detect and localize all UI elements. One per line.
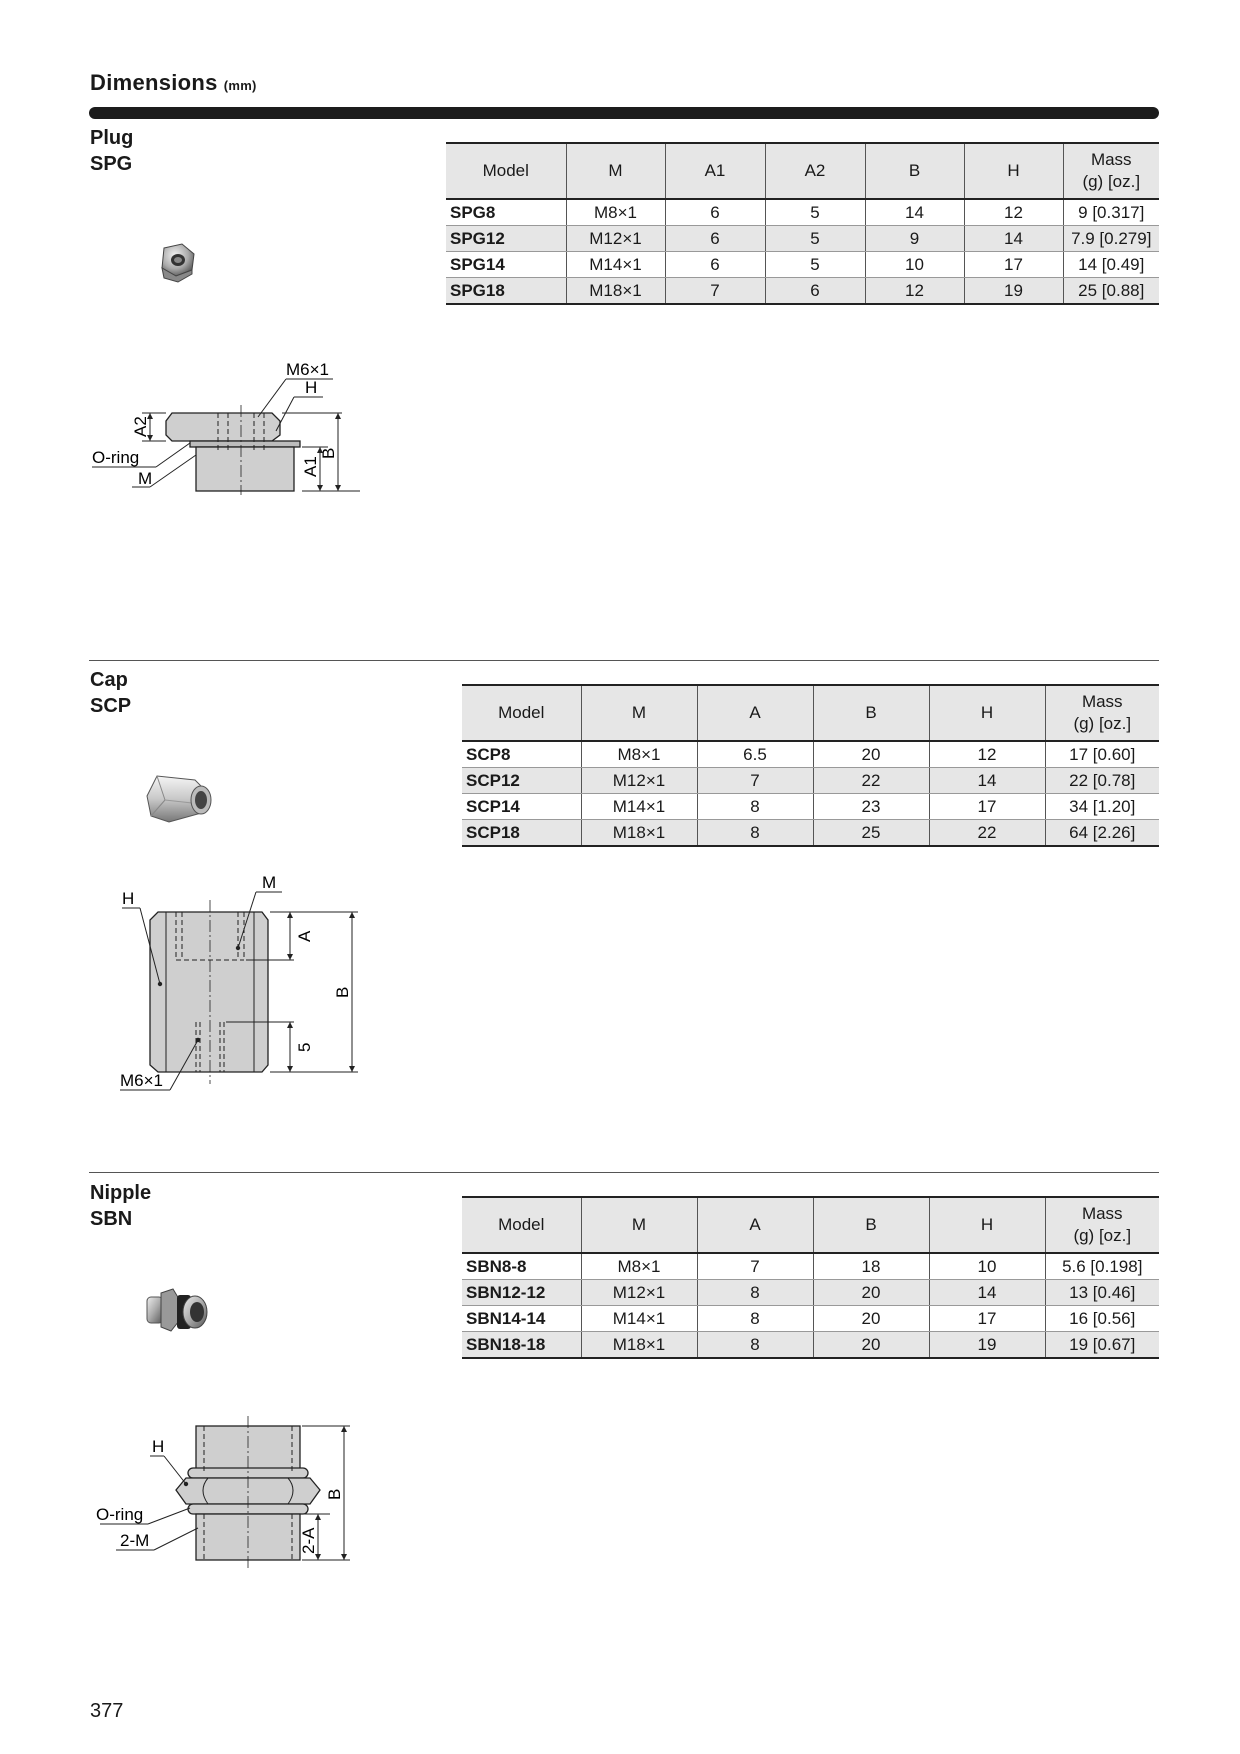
column-header: H — [929, 1197, 1045, 1253]
table-cell: 12 — [964, 199, 1063, 226]
model-cell: SBN14-14 — [462, 1306, 581, 1332]
section-divider — [89, 660, 1159, 661]
page-number: 377 — [90, 1700, 124, 1722]
model-cell: SCP12 — [462, 768, 581, 794]
model-cell: SBN8-8 — [462, 1253, 581, 1280]
title-text: Dimensions — [90, 70, 218, 95]
table-cell: 14 — [929, 1280, 1045, 1306]
table-cell: 10 — [865, 252, 964, 278]
plug-label-b: B — [319, 447, 338, 459]
table-cell: M18×1 — [566, 278, 665, 305]
nipple-code: SBN — [90, 1208, 133, 1230]
table-cell: 22 — [929, 820, 1045, 847]
plug-section-title — [90, 125, 133, 177]
table-cell: 22 — [813, 768, 929, 794]
table-row — [462, 768, 1159, 794]
table-cell: 5.6 [0.198] — [1045, 1253, 1159, 1280]
column-header: Mass (g) [oz.] — [1063, 143, 1159, 199]
table-cell: 23 — [813, 794, 929, 820]
plug-code: SPG — [90, 153, 133, 175]
plug-label-m: M — [138, 469, 153, 488]
cap-photo — [143, 770, 223, 830]
table-cell: M18×1 — [581, 1332, 697, 1359]
model-cell: SBN18-18 — [462, 1332, 581, 1359]
table-cell: 20 — [813, 1306, 929, 1332]
table-cell: 12 — [929, 741, 1045, 768]
plug-hex-head — [166, 413, 280, 441]
table-cell: 6 — [665, 226, 765, 252]
nipple-drawing — [90, 1410, 370, 1580]
cap-label-b: B — [333, 986, 352, 998]
table-cell: 18 — [813, 1253, 929, 1280]
table-cell: 5 — [765, 252, 865, 278]
table-row — [462, 820, 1159, 847]
table-cell: 19 — [929, 1332, 1045, 1359]
nipple-label-2m: 2-M — [120, 1531, 150, 1550]
table-cell: M14×1 — [581, 794, 697, 820]
cap-label-m: M — [262, 873, 277, 892]
table-cell: 13 [0.46] — [1045, 1280, 1159, 1306]
column-header: B — [865, 143, 964, 199]
column-header: H — [929, 685, 1045, 741]
table-cell: 7.9 [0.279] — [1063, 226, 1159, 252]
nipple-spec-table — [462, 1196, 1159, 1359]
column-header: M — [581, 1197, 697, 1253]
table-cell: M18×1 — [581, 820, 697, 847]
table-cell: 8 — [697, 820, 813, 847]
column-header: M — [581, 685, 697, 741]
cap-name: Cap — [90, 669, 128, 691]
table-cell: 10 — [929, 1253, 1045, 1280]
table-cell: 25 — [813, 820, 929, 847]
table-cell: M8×1 — [581, 1253, 697, 1280]
table-cell: 8 — [697, 1332, 813, 1359]
plug-drawing — [80, 355, 360, 495]
table-row — [462, 741, 1159, 768]
plug-label-m6: M6×1 — [286, 360, 329, 379]
table-row — [462, 1306, 1159, 1332]
plug-table-header — [446, 143, 1159, 199]
cap-body — [150, 912, 268, 1072]
plug-name: Plug — [90, 127, 134, 149]
model-cell: SPG14 — [446, 252, 566, 278]
plug-photo — [150, 240, 210, 290]
table-cell: 22 [0.78] — [1045, 768, 1159, 794]
nipple-table-header — [462, 1197, 1159, 1253]
column-header: Mass (g) [oz.] — [1045, 1197, 1159, 1253]
column-header: B — [813, 685, 929, 741]
table-cell: 19 [0.67] — [1045, 1332, 1159, 1359]
table-cell: 16 [0.56] — [1045, 1306, 1159, 1332]
column-header: A1 — [665, 143, 765, 199]
cap-spec-table — [462, 684, 1159, 847]
table-cell: 14 — [964, 226, 1063, 252]
column-header: A — [697, 1197, 813, 1253]
title-bar — [89, 107, 1159, 119]
column-header: Model — [446, 143, 566, 199]
table-cell: M14×1 — [566, 252, 665, 278]
nipple-section-title — [90, 1180, 151, 1232]
title-unit: (mm) — [223, 78, 257, 93]
table-cell: 64 [2.26] — [1045, 820, 1159, 847]
model-cell: SPG8 — [446, 199, 566, 226]
table-cell: 14 [0.49] — [1063, 252, 1159, 278]
model-cell: SCP8 — [462, 741, 581, 768]
plug-label-a1: A1 — [301, 456, 320, 477]
cap-label-5: 5 — [295, 1042, 314, 1052]
table-cell: 6.5 — [697, 741, 813, 768]
table-cell: 8 — [697, 794, 813, 820]
table-cell: 17 [0.60] — [1045, 741, 1159, 768]
table-cell: 9 — [865, 226, 964, 252]
model-cell: SCP14 — [462, 794, 581, 820]
column-header: M — [566, 143, 665, 199]
column-header: Mass (g) [oz.] — [1045, 685, 1159, 741]
table-cell: 19 — [964, 278, 1063, 305]
cap-table-header — [462, 685, 1159, 741]
nipple-photo — [143, 1285, 213, 1345]
table-cell: 6 — [665, 252, 765, 278]
nipple-label-2a: 2-A — [299, 1527, 318, 1554]
table-cell: 5 — [765, 226, 865, 252]
table-cell: 25 [0.88] — [1063, 278, 1159, 305]
table-cell: M12×1 — [581, 768, 697, 794]
table-row — [446, 199, 1159, 226]
model-cell: SPG12 — [446, 226, 566, 252]
cap-label-m6: M6×1 — [120, 1071, 163, 1090]
column-header: Model — [462, 1197, 581, 1253]
section-divider — [89, 1172, 1159, 1173]
model-cell: SPG18 — [446, 278, 566, 305]
cap-drawing — [110, 870, 370, 1100]
column-header: A — [697, 685, 813, 741]
column-header: A2 — [765, 143, 865, 199]
table-cell: 20 — [813, 1280, 929, 1306]
column-header: H — [964, 143, 1063, 199]
table-cell: M8×1 — [566, 199, 665, 226]
table-cell: M8×1 — [581, 741, 697, 768]
table-cell: 9 [0.317] — [1063, 199, 1159, 226]
table-cell: 5 — [765, 199, 865, 226]
nipple-label-b: B — [325, 1488, 344, 1500]
table-cell: 12 — [865, 278, 964, 305]
table-cell: M14×1 — [581, 1306, 697, 1332]
table-cell: 7 — [697, 1253, 813, 1280]
cap-section-title — [90, 667, 131, 719]
table-cell: 6 — [765, 278, 865, 305]
table-row — [462, 1332, 1159, 1359]
table-cell: 34 [1.20] — [1045, 794, 1159, 820]
table-cell: 17 — [929, 1306, 1045, 1332]
column-header: B — [813, 1197, 929, 1253]
table-cell: 8 — [697, 1306, 813, 1332]
plug-thread-body — [196, 447, 294, 491]
model-cell: SBN12-12 — [462, 1280, 581, 1306]
table-cell: M12×1 — [566, 226, 665, 252]
plug-label-h: H — [305, 378, 318, 397]
table-cell: 8 — [697, 1280, 813, 1306]
table-row — [462, 1280, 1159, 1306]
cap-code: SCP — [90, 695, 132, 717]
plug-spec-table — [446, 142, 1159, 305]
table-cell: 7 — [697, 768, 813, 794]
page-title — [90, 70, 257, 96]
table-cell: 14 — [929, 768, 1045, 794]
column-header: Model — [462, 685, 581, 741]
table-cell: 20 — [813, 741, 929, 768]
nipple-label-oring: O-ring — [96, 1505, 144, 1524]
table-row — [462, 794, 1159, 820]
nipple-label-h: H — [152, 1437, 165, 1456]
table-cell: 14 — [865, 199, 964, 226]
model-cell: SCP18 — [462, 820, 581, 847]
cap-label-a: A — [295, 930, 314, 942]
table-row — [446, 252, 1159, 278]
table-cell: 20 — [813, 1332, 929, 1359]
nipple-name: Nipple — [90, 1182, 152, 1204]
table-cell: 17 — [964, 252, 1063, 278]
table-cell: 7 — [665, 278, 765, 305]
table-row — [462, 1253, 1159, 1280]
plug-label-oring: O-ring — [92, 448, 140, 467]
table-cell: M12×1 — [581, 1280, 697, 1306]
table-cell: 17 — [929, 794, 1045, 820]
table-cell: 6 — [665, 199, 765, 226]
plug-label-a2: A2 — [131, 416, 150, 437]
table-row — [446, 226, 1159, 252]
cap-label-h: H — [122, 889, 135, 908]
table-row — [446, 278, 1159, 305]
